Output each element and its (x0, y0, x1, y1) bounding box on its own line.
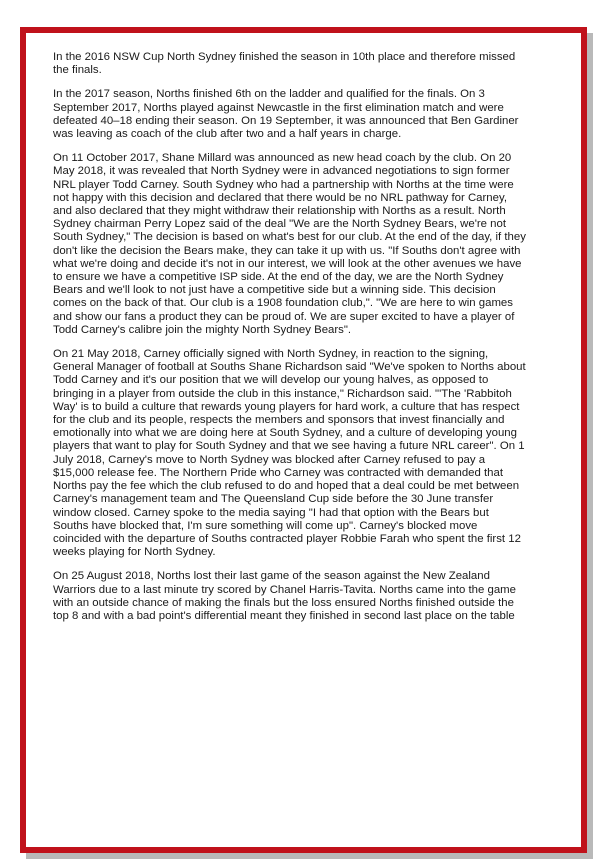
paragraph-2018-season-end: On 25 August 2018, Norths lost their last game of the season against the New Zealand Warriors due to a last minute try scored by Chanel Harris-Tavita. Norths came into the game with an outside chance of making the finals but the loss ensured Norths finished outside the top 8 and with a bad point's differential meant they finished in second last place on the table (53, 570, 516, 622)
paragraph-carney-signing: On 21 May 2018, Carney officially signed with North Sydney, in reaction to the signing, General Manager of football at Souths Shane Richardson said "We've spoken to Norths about Todd Carney and it's our position that we will develop our young halves, as opposed to bringing in a player from outside the club in this instance," Richardson said. "'The 'Rabbitoh Way' is to build a culture that rewards young players for hard work, a culture that has respect for the club and its people, respects the members and sponsors that invest financially and emotionally into what we are doing here at South Sydney, and a culture of developing young players that want to play for South Sydney and that we see having a future NRL career". On 1 July 2018, Carney's move to North Sydney was blocked after Carney refused to pay a $15,000 release fee. The Northern Pride who Carney was contracted with demanded that Norths pay the fee which the club refused to do and hoped that a deal could be met between Carney's management team and The Queensland Cup side before the 30 June transfer window closed. Carney spoke to the media saying "I had that option with the Bears but Souths have blocked that, I'm sure something will come up". Carney's blocked move coincided with the departure of Souths contracted player Robbie Farah who spent the first 12 weeks playing for North Sydney. (53, 348, 526, 559)
document-body (53, 51, 527, 634)
paragraph-2017-season: In the 2017 season, Norths finished 6th on the ladder and qualified for the finals. On 3 September 2017, Norths played against Newcastle in the first elimination match and were defeated 40–18 ending their season. On 19 September, it was announced that Ben Gardiner was leaving as coach of the club after two and a half years in charge. (53, 88, 519, 141)
paragraph-carney-negotiations: On 11 October 2017, Shane Millard was announced as new head coach by the club. On 20 May 2018, it was revealed that North Sydney were in advanced negotiations to sign former NRL player Todd Carney. South Sydney who had a partnership with Norths at the time were not happy with this decision and declared that there would be no NRL pathway for Carney, and also declared that they might withdraw their relationship with Norths as a result. North Sydney chairman Perry Lopez said of the deal "We are the North Sydney Bears, we're not South Sydney," The decision is based on what's best for our club. At the end of the day, if they don't like the decision the Bears make, they can take it up with us. "If Souths don't agree with what we're doing and decide it's not in our interest, we will look at the other avenues we have to ensure we have a competitive ISP side. At the end of the day, we are the North Sydney Bears and we'll look to not just have a competitive side but a winning side. This decision comes on the back of that. Our club is a 1908 foundation club,". "We are here to win games and show our fans a product they can be proud of. We are super excited to have a player of Todd Carney's calibre join the mighty North Sydney Bears". (53, 152, 526, 336)
paragraph-2016-season: In the 2016 NSW Cup North Sydney finished the season in 10th place and therefore missed the finals. (53, 51, 516, 77)
